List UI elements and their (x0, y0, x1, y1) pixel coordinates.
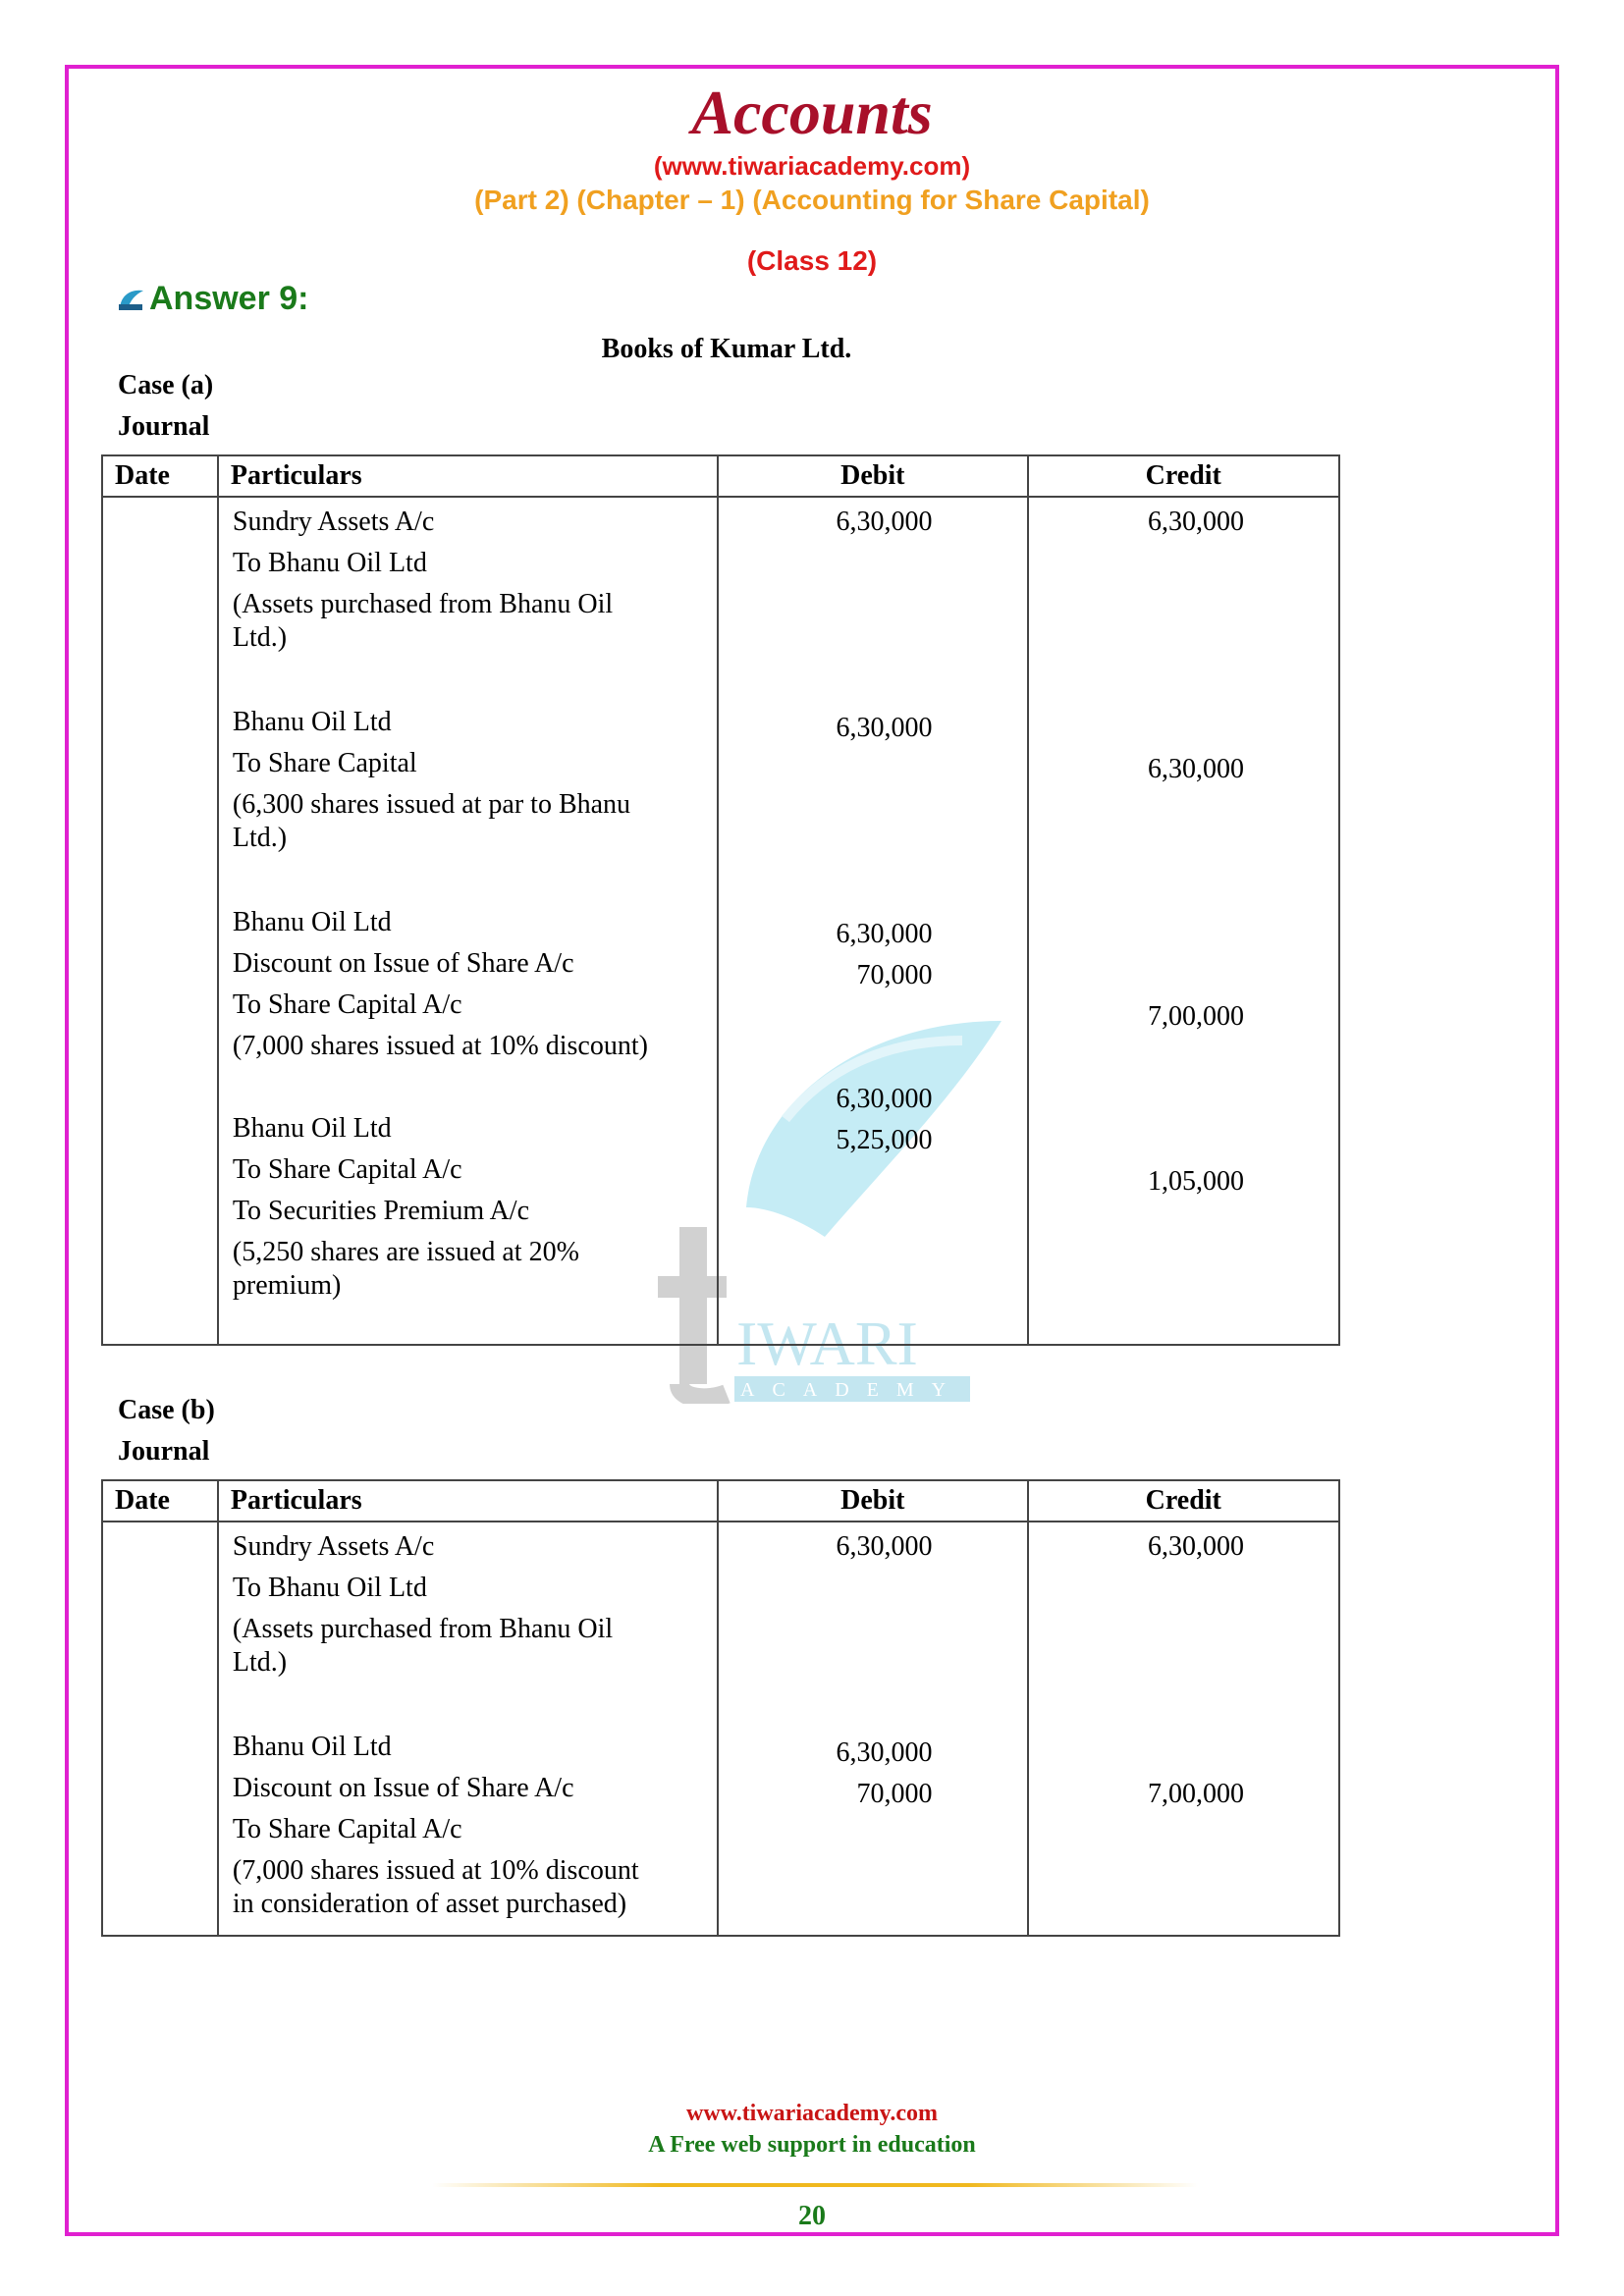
particular-line: To Share Capital (232, 748, 417, 778)
particular-line: (Assets purchased from Bhanu Oil (232, 1614, 614, 1644)
particular-line: Bhanu Oil Ltd (232, 907, 392, 937)
case-a-journal-label: Journal (118, 411, 210, 442)
header-debit: Debit (718, 1480, 1027, 1522)
particular-line: (7,000 shares issued at 10% discount) (232, 1031, 648, 1061)
debit-amount: 6,30,000 (836, 507, 933, 537)
particular-line: Ltd.) (232, 1647, 288, 1678)
debit-cell (718, 497, 1027, 1345)
particular-line: To Securities Premium A/c (232, 1196, 530, 1226)
particulars-cell (218, 497, 718, 1345)
particular-line: Bhanu Oil Ltd (232, 1732, 392, 1762)
particular-line: (5,250 shares are issued at 20% (232, 1237, 579, 1267)
header-date: Date (102, 455, 218, 497)
answer-heading-text: Answer 9: (149, 280, 309, 317)
debit-amount: 6,30,000 (836, 1737, 933, 1768)
particular-line: To Share Capital A/c (232, 989, 462, 1020)
particular-line: To Share Capital A/c (232, 1814, 462, 1844)
header-particulars: Particulars (218, 1480, 718, 1522)
credit-amount: 1,05,000 (1148, 1166, 1244, 1197)
class-label: (Class 12) (746, 245, 878, 276)
credit-amount: 6,30,000 (1148, 507, 1244, 537)
credit-cell (1028, 497, 1340, 1345)
particular-line: Ltd.) (232, 622, 288, 653)
particular-line: Sundry Assets A/c (232, 507, 435, 537)
particular-line: premium) (232, 1270, 342, 1301)
credit-amount: 6,30,000 (1148, 1531, 1244, 1562)
case-b-journal-label: Journal (118, 1436, 210, 1467)
watermark-brand: IWARI (736, 1308, 918, 1378)
header-credit: Credit (1028, 1480, 1340, 1522)
credit-amount: 7,00,000 (1148, 1779, 1244, 1809)
particular-line: (6,300 shares issued at par to Bhanu (232, 789, 631, 820)
particular-line: To Share Capital A/c (232, 1154, 462, 1185)
debit-amount: 6,30,000 (836, 1084, 933, 1114)
books-title: Books of Kumar Ltd. (601, 334, 852, 364)
debit-amount: 70,000 (856, 1779, 933, 1809)
debit-amount: 6,30,000 (836, 919, 933, 949)
header-particulars: Particulars (218, 455, 718, 497)
particular-line: To Bhanu Oil Ltd (232, 1573, 427, 1603)
particular-line: Bhanu Oil Ltd (232, 707, 392, 737)
debit-cell (718, 1522, 1027, 1936)
header-subtitle: (Part 2) (Chapter – 1) (Accounting for Share Capital) (474, 185, 1150, 215)
particular-line: Discount on Issue of Share A/c (232, 948, 574, 979)
debit-amount: 5,25,000 (836, 1125, 933, 1155)
case-a-label: Case (a) (118, 370, 214, 400)
particular-line: Ltd.) (232, 823, 288, 853)
debit-amount: 6,30,000 (836, 1531, 933, 1562)
tiwari-logo-icon (116, 285, 145, 314)
particular-line: Discount on Issue of Share A/c (232, 1773, 574, 1803)
journal-table-case-a (101, 454, 1340, 1346)
particular-line: (Assets purchased from Bhanu Oil (232, 589, 614, 619)
credit-cell (1028, 1522, 1340, 1936)
particular-line: in consideration of asset purchased) (232, 1889, 627, 1919)
particular-line: (7,000 shares issued at 10% discount (232, 1855, 639, 1886)
header-credit: Credit (1028, 455, 1340, 497)
answer-heading (116, 280, 309, 318)
particular-line: To Bhanu Oil Ltd (232, 548, 427, 578)
page-number: 20 (798, 2201, 826, 2231)
page-title: Accounts (691, 78, 933, 147)
debit-amount: 70,000 (856, 960, 933, 990)
credit-amount: 6,30,000 (1148, 754, 1244, 784)
footer-tagline: A Free web support in education (648, 2132, 976, 2158)
header-date: Date (102, 1480, 218, 1522)
particulars-cell (218, 1522, 718, 1936)
watermark-sub: ACADEMY (740, 1379, 964, 1401)
case-b-label: Case (b) (118, 1395, 215, 1425)
footer-divider (432, 2183, 1198, 2187)
journal-table-case-b (101, 1479, 1340, 1937)
debit-amount: 6,30,000 (836, 713, 933, 743)
date-cell (102, 1522, 218, 1936)
header-debit: Debit (718, 455, 1027, 497)
particular-line: Sundry Assets A/c (232, 1531, 435, 1562)
header-url: (www.tiwariacademy.com) (653, 151, 971, 181)
particular-line: Bhanu Oil Ltd (232, 1113, 392, 1144)
date-cell (102, 497, 218, 1345)
footer-url: www.tiwariacademy.com (686, 2101, 938, 2126)
credit-amount: 7,00,000 (1148, 1001, 1244, 1032)
